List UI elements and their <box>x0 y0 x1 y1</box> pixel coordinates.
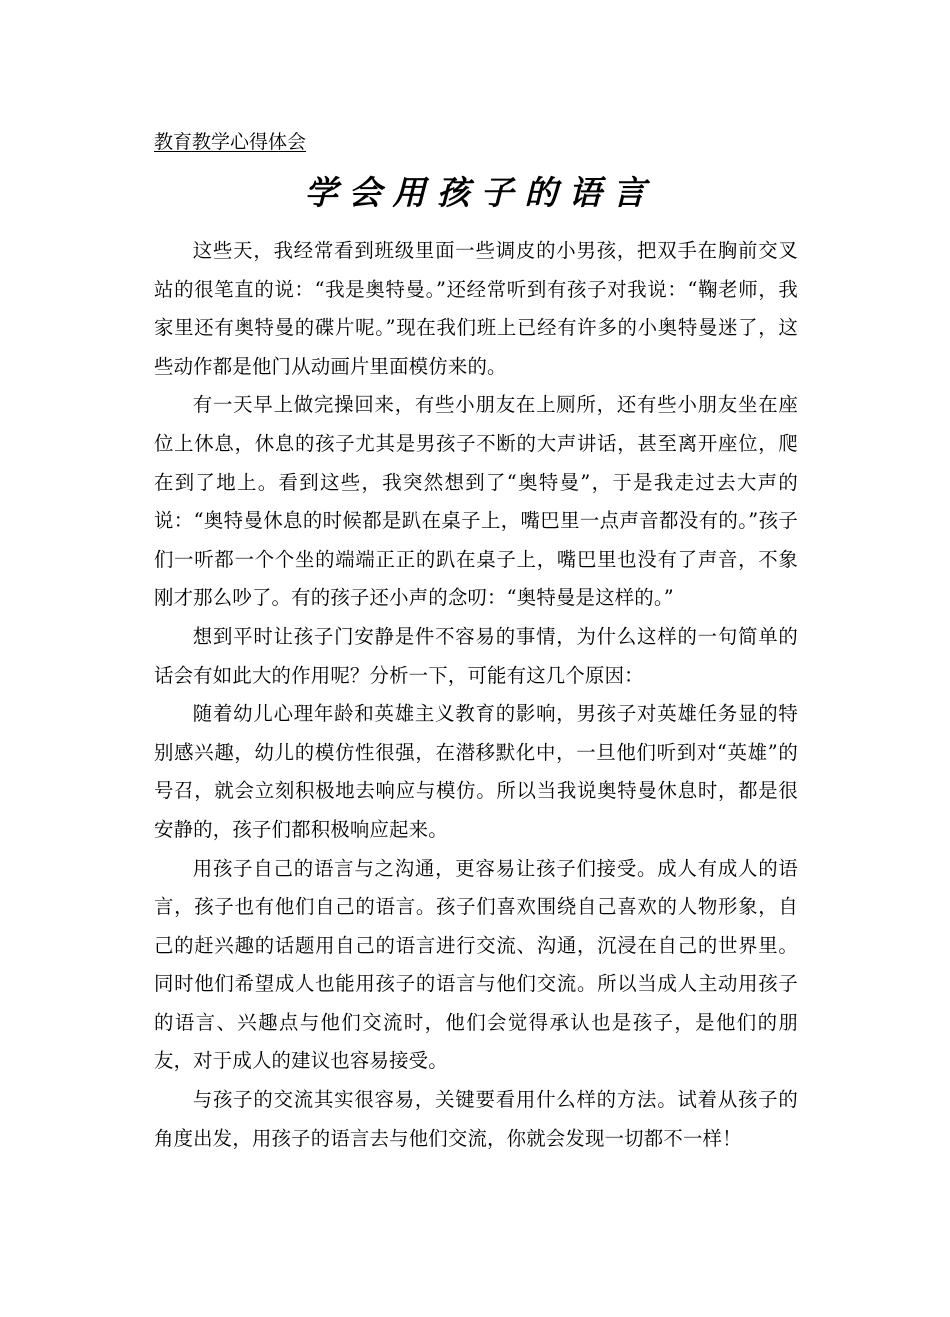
body-paragraph: 有一天早上做完操回来，有些小朋友在上厕所，还有些小朋友坐在座位上休息，休息的孩子尤其是男孩子不断的大声讲话，甚至离开座位，爬在到了地上。看到这些，我突然想到了“奥特曼”，于是我走过去大声的说：“奥特曼休息的时候都是趴在桌子上，嘴巴里一点声音都没有的。”孩子们一听都一个个坐的端端正正的趴在桌子上，嘴巴里也没有了声音，不象刚才那么吵了。有的孩子还小声的念叨：“奥特曼是这样的。” <box>154 393 798 610</box>
document-body <box>154 232 798 1158</box>
document-title: 学会用孩子的语言 <box>304 173 657 212</box>
body-paragraph: 想到平时让孩子门安静是件不容易的事情，为什么这样的一句简单的话会有如此大的作用呢？分析一下，可能有这几个原因： <box>154 624 798 687</box>
body-paragraph: 用孩子自己的语言与之沟通，更容易让孩子们接受。成人有成人的语言，孩子也有他们自己的语言。孩子们喜欢围绕自己喜欢的人物形象，自己的赶兴趣的话题用自己的语言进行交流、沟通，沉浸在自己的世界里。同时他们希望成人也能用孩子的语言与他们交流。所以当成人主动用孩子的语言、兴趣点与他们交流时，他们会觉得承认也是孩子，是他们的朋友，对于成人的建议也容易接受。 <box>154 856 798 1073</box>
body-paragraph: 与孩子的交流其实很容易，关键要看用什么样的方法。试着从孩子的角度出发，用孩子的语言去与他们交流，你就会发现一切都不一样！ <box>154 1088 798 1150</box>
body-paragraph: 这些天，我经常看到班级里面一些调皮的小男孩，把双手在胸前交叉站的很笔直的说：“我是奥特曼。”还经常听到有孩子对我说：“鞠老师，我家里还有奥特曼的碟片呢。”现在我们班上已经有许多的小奥特曼迷了，这些动作都是他门从动画片里面模仿来的。 <box>154 239 798 378</box>
header-tag: 教育教学心得体会 <box>154 131 307 153</box>
body-paragraph: 随着幼儿心理年龄和英雄主义教育的影响，男孩子对英雄任务显的特别感兴趣，幼儿的模仿性很强，在潜移默化中，一旦他们听到对“英雄”的号召，就会立刻积极地去响应与模仿。所以当我说奥特曼休息时，都是很安静的，孩子们都积极响应起来。 <box>154 702 798 841</box>
